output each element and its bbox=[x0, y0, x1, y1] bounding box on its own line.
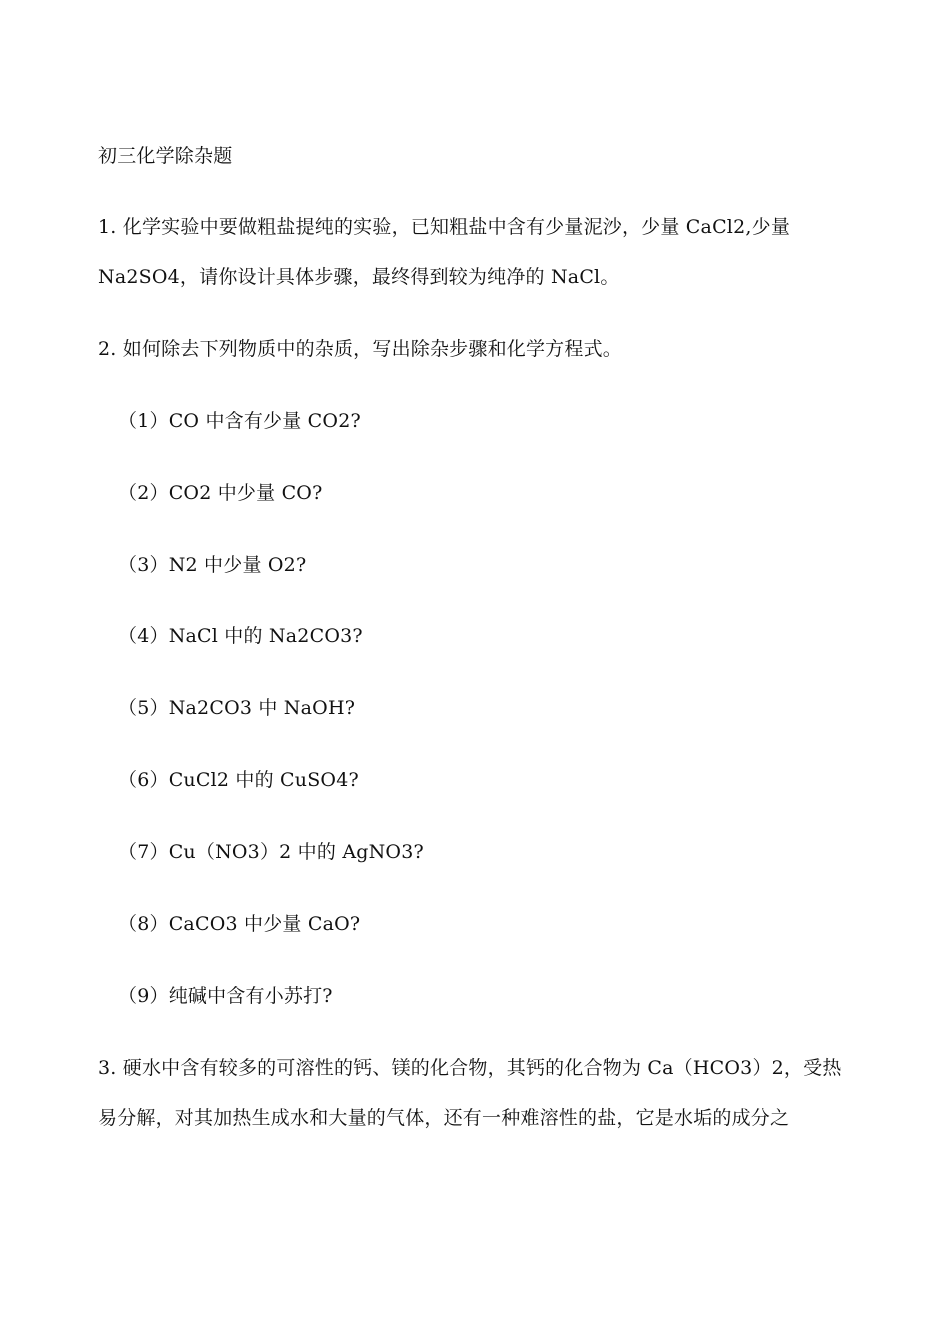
document-title: 初三化学除杂题 bbox=[98, 145, 233, 167]
question-2-item-6: （6）CuCl2 中的 CuSO4? bbox=[118, 769, 359, 791]
question-2-item-4: （4）NaCl 中的 Na2CO3? bbox=[118, 625, 363, 647]
question-3-line-2: 易分解，对其加热生成水和大量的气体，还有一种难溶性的盐，它是水垢的成分之 bbox=[98, 1107, 790, 1129]
question-2-item-8: （8）CaCO3 中少量 CaO? bbox=[118, 913, 361, 935]
question-2-item-1: （1）CO 中含有少量 CO2? bbox=[118, 410, 361, 432]
question-3-line-1: 3. 硬水中含有较多的可溶性的钙、镁的化合物，其钙的化合物为 Ca（HCO3）2，受热 bbox=[98, 1057, 842, 1079]
question-2-item-9: （9）纯碱中含有小苏打? bbox=[118, 985, 333, 1007]
question-2-intro: 2. 如何除去下列物质中的杂质，写出除杂步骤和化学方程式。 bbox=[98, 338, 622, 360]
question-2-item-3: （3）N2 中少量 O2? bbox=[118, 554, 307, 576]
question-2-item-7: （7）Cu（NO3）2 中的 AgNO3? bbox=[118, 841, 424, 863]
question-2-item-2: （2）CO2 中少量 CO? bbox=[118, 482, 323, 504]
question-1-line-1: 1. 化学实验中要做粗盐提纯的实验，已知粗盐中含有少量泥沙，少量 CaCl2,少量 bbox=[98, 216, 791, 238]
question-2-item-5: （5）Na2CO3 中 NaOH? bbox=[118, 697, 356, 719]
question-1-line-2: Na2SO4，请你设计具体步骤，最终得到较为纯净的 NaCl。 bbox=[98, 266, 620, 288]
